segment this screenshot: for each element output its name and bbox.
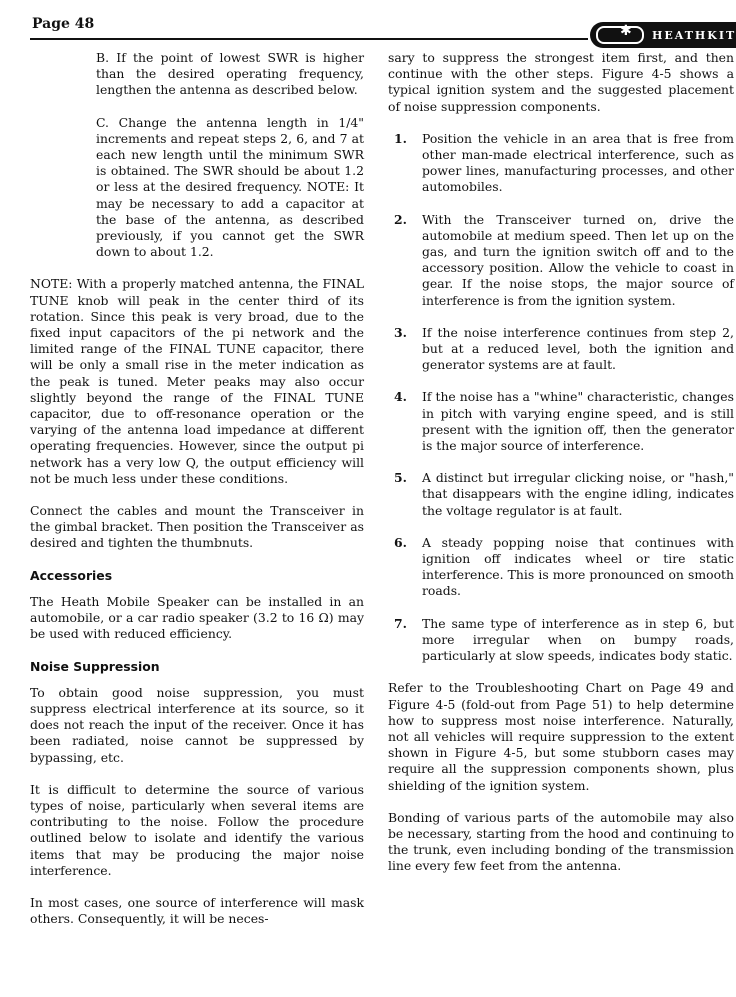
step-number: 2. (394, 211, 407, 227)
step-item (388, 131, 734, 196)
noise-paragraph-1: To obtain good noise suppression, you must suppress electrical interference at its source, so it does not reach the input of the receiver. Once it has been radiated, noise cannot be suppressed by bypassing, etc. (30, 684, 364, 765)
step-number: 3. (394, 324, 407, 340)
bonding-paragraph: Bonding of various parts of the automobile may also be necessary, starting from the hood and continuing to the trunk, even including bonding of the transmission line every few feet from the antenna. (388, 809, 734, 874)
note-paragraph: NOTE: With a properly matched antenna, the FINAL TUNE knob will peak in the center third of its rotation. Since this peak is very broad, due to the fixed input capacitors of the pi network and the limited range of the FINAL TUNE capacitor, there will be only a small rise in the meter indication as the peak is tuned. Meter peaks may also occur slightly beyond the range of the FINAL TUNE capacitor, due to off-resonance operation or the varying of the antenna load impedance at different operating frequencies. However, since the output pi network has a very low Q, the output efficiency will not be much less under these conditions. (30, 276, 364, 486)
left-column (30, 50, 364, 943)
item-c: C. Change the antenna length in 1/4" increments and repeat steps 2, 6, and 7 at each new length until the minimum SWR is obtained. The SWR should be about 1.2 or less at the desired frequency. NOTE: It may be necessary to add a capacitor at the base of the antenna, as described previously, if you cannot get the SWR down to about 1.2. (96, 114, 364, 260)
logo-badge (596, 23, 644, 44)
noise-paragraph-2: It is difficult to determine the source of various types of noise, particularly when several items are contributing to the noise. Follow the procedure outlined below to isolate and identify the various items that may be producing the major noise interference. (30, 781, 364, 878)
step-number: 1. (394, 130, 407, 146)
heathkit-star-icon: ✱ (620, 23, 632, 39)
step-text: A distinct but irregular clicking noise, or "hash," that disappears with the engine idling, indicates the voltage regulator is at fault. (422, 470, 734, 518)
noise-suppression-heading: Noise Suppression (30, 658, 160, 674)
step-item (388, 470, 734, 519)
step-text: If the noise interference continues from step 2, but at a reduced level, both the ignition and generator systems are at fault. (422, 324, 734, 373)
step-number: 6. (394, 534, 407, 550)
step-item (388, 212, 734, 309)
step-item (388, 535, 734, 600)
step-text: The same type of interference as in step 6, but more irregular when on bumpy roads, particularly at slow speeds, indicates body static. (422, 615, 734, 664)
connect-paragraph: Connect the cables and mount the Transceiver in the gimbal bracket. Then position the Transceiver as desired and tighten the thumbnuts. (30, 503, 364, 551)
step-number: 7. (394, 615, 407, 631)
right-column (388, 50, 734, 891)
step-text: Position the vehicle in an area that is free from other man-made electrical interference, such as power lines, manufacturing processes, and other automobiles. (422, 130, 734, 195)
header-rule (30, 38, 588, 40)
step-item (388, 389, 734, 454)
refer-paragraph: Refer to the Troubleshooting Chart on Page 49 and Figure 4-5 (fold-out from Page 51) to help determine how to suppress most noise interference. Naturally, not all vehicles will require suppression to the extent shown in Figure 4-5, but some stubborn cases may require all the suppression components shown, plus shielding of the ignition system. (388, 680, 734, 793)
step-text: A steady popping noise that continues with ignition off indicates wheel or tire static interference. This is more pronounced on smooth roads. (422, 534, 734, 599)
item-b: B. If the point of lowest SWR is higher than the desired operating frequency, lengthen the antenna as described below. (96, 50, 364, 98)
step-number: 5. (394, 470, 407, 486)
page-header (30, 14, 736, 54)
step-number: 4. (394, 389, 407, 405)
accessories-heading: Accessories (30, 567, 113, 583)
step-text: With the Transceiver turned on, drive the automobile at medium speed. Then let up on the gas, and turn the ignition switch off and to the accessory position. Allow the vehicle to coast in gear. If the noise stops, the major source of interference is from the ignition system. (422, 211, 734, 308)
heathkit-logo (590, 22, 736, 48)
logo-text: HEATHKIT (652, 28, 736, 42)
step-item (388, 325, 734, 374)
page-number: Page 48 (32, 16, 95, 32)
accessories-paragraph: The Heath Mobile Speaker can be installed in an automobile, or a car radio speaker (3.2 to 16 Ω) may be used with reduced efficiency. (30, 593, 364, 642)
step-text: If the noise has a "whine" characteristic, changes in pitch with varying engine speed, and is still present with the ignition off, then the generator is the major source of interference. (422, 389, 734, 454)
step-item (388, 616, 734, 665)
continuation-paragraph: sary to suppress the strongest item first, and then continue with the other steps. Figure 4-5 shows a typical ignition system and the suggested placement of noise suppression components. (388, 50, 734, 114)
noise-paragraph-3: In most cases, one source of interference will mask others. Consequently, it will be neces- (30, 894, 364, 927)
